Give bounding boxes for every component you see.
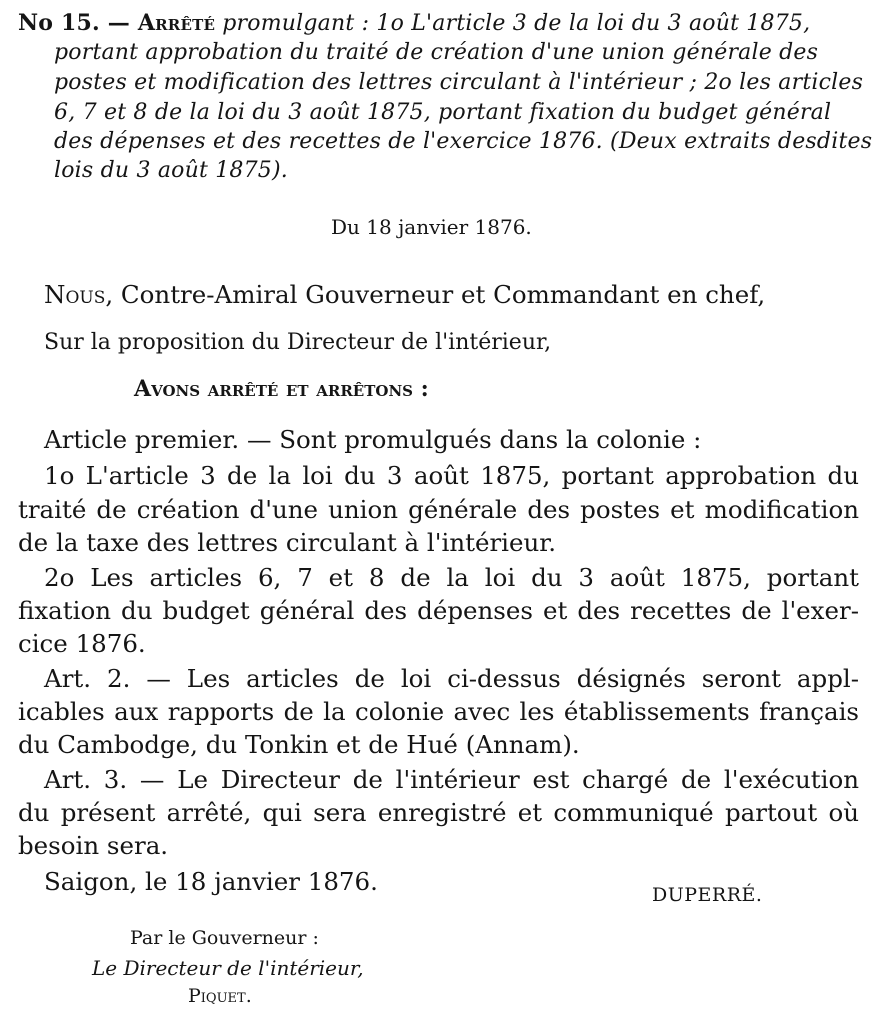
signature-piquet: Piquet. bbox=[188, 985, 252, 1007]
header-line-3: postes et modification des lettres circulant à l'intérieur ; 2o les articles bbox=[54, 70, 864, 95]
proposition-line: Sur la proposition du Directeur de l'intérieur, bbox=[44, 330, 552, 355]
item1-line-2: traité de création d'une union générale des postes et modification bbox=[18, 495, 859, 524]
art2-line-2: icables aux rapports de la colonie avec les établissements français bbox=[18, 697, 859, 726]
place-date-line: Saigon, le 18 janvier 1876. bbox=[44, 867, 378, 896]
article-premier-line: Article premier. — Sont promulgués dans la colonie : bbox=[44, 425, 702, 454]
decree-number: No 15. bbox=[18, 10, 100, 36]
header-line-4: 6, 7 et 8 de la loi du 3 août 1875, portant fixation du budget général bbox=[54, 100, 832, 125]
art3-line-2: du présent arrêté, qui sera enregistré et communiqué partout où bbox=[18, 798, 859, 827]
header-line-1 bbox=[18, 12, 810, 35]
header-dash: — bbox=[99, 10, 138, 36]
item2-line-1: 2o Les articles 6, 7 et 8 de la loi du 3 août 1875, portant bbox=[44, 563, 859, 592]
item1-line-1: 1o L'article 3 de la loi du 3 août 1875, portant approbation du bbox=[44, 461, 859, 490]
art2-line-1: Art. 2. — Les articles de loi ci-dessus désignés seront appl- bbox=[44, 664, 859, 693]
art3-line-1: Art. 3. — Le Directeur de l'intérieur est chargé de l'exécution bbox=[44, 765, 859, 794]
directeur-line: Le Directeur de l'intérieur, bbox=[92, 956, 364, 980]
avons-line: Avons arrêté et arrêtons : bbox=[134, 376, 429, 402]
nous-rest: , Contre-Amiral Gouverneur et Commandant en chef, bbox=[105, 280, 766, 309]
item2-line-2: fixation du budget général des dépenses et des recettes de l'exer- bbox=[18, 596, 859, 625]
header-line-2: portant approbation du traité de création d'une union générale des bbox=[54, 40, 819, 65]
nous-line bbox=[44, 280, 766, 309]
art2-line-3: du Cambodge, du Tonkin et de Hué (Annam). bbox=[18, 730, 580, 759]
header-line-1-rest: promulgant : 1o L'article 3 de la loi du 3 août 1875, bbox=[215, 11, 811, 36]
header-line-5: des dépenses et des recettes de l'exercice 1876. (Deux extraits desdites bbox=[54, 129, 873, 154]
signature-duperre: DUPERRÉ. bbox=[652, 884, 763, 906]
item1-line-3: de la taxe des lettres circulant à l'intérieur. bbox=[18, 528, 557, 557]
header-line-6: lois du 3 août 1875). bbox=[54, 158, 288, 183]
decree-type: Arrêté bbox=[137, 10, 216, 36]
art3-line-3: besoin sera. bbox=[18, 831, 169, 860]
item2-line-3: cice 1876. bbox=[18, 629, 146, 658]
date-line: Du 18 janvier 1876. bbox=[331, 215, 532, 239]
nous-word: Nous bbox=[44, 280, 106, 309]
par-le-gouverneur: Par le Gouverneur : bbox=[130, 927, 319, 949]
